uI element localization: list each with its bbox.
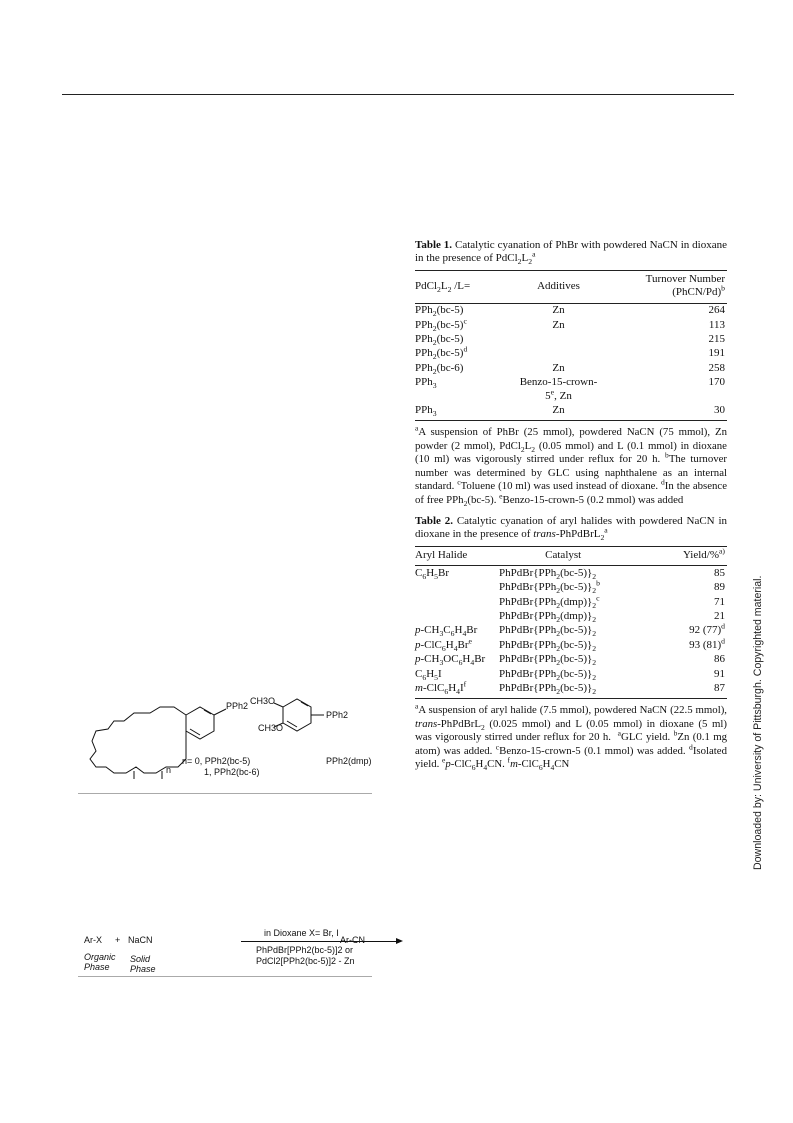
table-1-cell-turnover: 264 [708, 304, 725, 317]
table-2-cell-halide: $m-ClC_6H_4I^f$ [415, 681, 493, 698]
table-row [415, 303, 727, 318]
table-2-notes: $^a$A suspension of aryl halide (7.5 mmol), powdered NaCN (22.5 mmol), trans-PhPdBrL$_2$ (0.025 mmol) and L (0.05 mmol) in dioxane (5 ml) was vigorously stirred under reflux for 20 h. $^a$GLC yield. $^b$Zn (0.1 mg atom) was added. $^c$Benzo-15-crown-5 (0.1 mmol) was added. $^d$Isolated yield. $^ep-ClC_6H_4CN$. $^fm-ClC_6H_4CN$ [415, 701, 728, 773]
ligand-structures-drawing [78, 693, 372, 793]
table-1-header-additives: Additives [515, 270, 602, 303]
table-1-cell-ligand: PPh$_3$ [415, 376, 437, 391]
scheme-phase-1b: Phase [84, 962, 110, 972]
table-1-cell-ligand: PPh$_3$ [415, 403, 515, 420]
table-2-header-yield: Yield/%$^{a)}$ [633, 546, 727, 565]
table-2-cell-halide [415, 595, 493, 609]
table-2-header-catalyst: Catalyst [493, 546, 633, 565]
ligand-right-ome-bottom: CH3O [258, 723, 284, 733]
table-row [415, 403, 727, 420]
scheme-catalyst-1: PhPdBr[PPh2(bc-5)]2 or [256, 945, 354, 955]
table-2-cell-yield: 91 [714, 667, 725, 680]
table-2-cell-halide: $p-ClC_6H_4Br^e$ [415, 636, 472, 653]
table-1-header-ligand: $PdCl_2L_2$ /L= [415, 270, 515, 303]
scheme-phase-2b: Phase [130, 964, 156, 974]
table-2-caption [415, 515, 727, 542]
ligand-left-pph2: PPh2 [226, 701, 249, 711]
table-1 [415, 239, 727, 507]
scheme-reactant-2: NaCN [128, 935, 153, 945]
table-2-cell-catalyst: $PhPdBr\{PPh_2(bc-5)\}_2$ [499, 566, 597, 581]
table-2-cell-yield: 71 [714, 595, 725, 608]
table-2-cell-catalyst: $PhPdBr\{PPh_2(bc-5)\}_2$ [499, 667, 597, 682]
table-2-cell-halide [415, 609, 493, 623]
ligand-legend-line-2: 1, PPh2(bc-6) [204, 767, 260, 777]
ligand-legend-line-1: n= 0, PPh2(bc-5) [182, 756, 251, 766]
table-1-label: Table 1. [415, 239, 453, 251]
table-row [415, 581, 727, 595]
scheme-catalyst-2: PdCl2[PPh2(bc-5)]2 - Zn [256, 956, 355, 966]
table-1-cell-turnover: 258 [708, 361, 725, 374]
scheme-phase-1a: Organic [84, 952, 116, 962]
side-watermark-text: Downloaded by: University of Pittsburgh. Copyrighted material. [752, 575, 764, 870]
table-2-cell-catalyst: $PhPdBr\{PPh_2(bc-5)\}_2$ [493, 681, 633, 698]
table-1-cell-turnover: 191 [708, 347, 725, 360]
table-2-cell-yield: 92 $(77)^d$ [689, 621, 725, 637]
scheme-arrow [241, 941, 401, 942]
table-2 [415, 515, 727, 772]
table-2-cell-halide: $C_6H_5I$ [415, 667, 442, 682]
table-2-grid [415, 546, 727, 700]
table-2-cell-halide: $C_6H_5Br$ [415, 566, 449, 581]
table-1-cell-additive [515, 347, 602, 361]
table-1-grid [415, 270, 727, 422]
table-2-cell-halide: $p-CH_3OC_6H_4Br$ [415, 653, 486, 668]
table-1-cell-turnover: 215 [708, 332, 725, 345]
table-row [415, 566, 727, 581]
table-1-caption [415, 239, 727, 266]
table-1-header-turnover: Turnover Number (PhCN/Pd)$^b$ [602, 270, 727, 303]
header-rule [62, 94, 734, 95]
table-1-cell-ligand: PPh$_2$(bc-6) [415, 361, 464, 376]
table-2-cell-yield: 86 [714, 653, 725, 666]
table-1-cell-ligand: $PPh_2(bc-5)^d$ [415, 344, 468, 362]
table-2-cell-catalyst: $PhPdBr\{PPh_2(bc-5)\}_2^b$ [499, 578, 600, 596]
table-1-cell-ligand: $PPh_2(bc-5)^c$ [415, 315, 467, 333]
table-2-cell-yield: 87 [633, 681, 727, 698]
ligand-structures-figure [78, 693, 372, 794]
table-1-cell-ligand: PPh$_2$(bc-5) [415, 304, 464, 319]
scheme-reactant-1: Ar-X [84, 935, 102, 945]
table-2-cell-catalyst: $PhPdBr\{PPh_2(bc-5)\}_2$ [499, 624, 597, 639]
table-2-cell-halide: $p-CH_3C_6H_4Br$ [415, 624, 478, 639]
ligand-right-pph2: PPh2 [326, 710, 349, 720]
table-1-cell-additive: Zn [515, 403, 602, 420]
table-2-cell-yield: 21 [714, 609, 725, 622]
ligand-right-label: PPh2(dmp) [326, 756, 372, 766]
table-2-cell-halide [415, 581, 493, 595]
table-row [415, 667, 727, 681]
table-row [415, 595, 727, 609]
table-1-cell-additive: Zn [552, 318, 565, 331]
scheme-phase-2a: Solid [130, 954, 151, 964]
table-row [415, 624, 727, 638]
scheme-plus: + [115, 935, 121, 945]
table-1-caption-text: Catalytic cyanation of PhBr with powdered NaCN in dioxane in the presence of $PdCl_2L_2^a$ [415, 239, 727, 267]
table-2-cell-yield: 89 [714, 581, 725, 594]
table-2-label: Table 2. [415, 515, 453, 527]
table-2-cell-yield: 93 $(81)^d$ [689, 636, 725, 651]
table-2-cell-catalyst: $PhPdBr\{PPh_2(dmp)\}_2^c$ [499, 592, 600, 610]
table-1-cell-additive: Zn [552, 361, 565, 374]
table-row [415, 681, 727, 698]
table-2-cell-catalyst: $PhPdBr\{PPh_2(bc-5)\}_2$ [499, 653, 597, 668]
table-row [415, 332, 727, 346]
table-2-cell-catalyst: $PhPdBr\{PPh_2(bc-5)\}_2$ [499, 638, 597, 653]
table-row [415, 653, 727, 667]
side-watermark [752, 250, 772, 870]
table-1-cell-turnover: 30 [602, 403, 727, 420]
table-1-cell-ligand: PPh$_2$(bc-5) [415, 332, 464, 348]
scheme-product: Ar-CN [340, 935, 365, 945]
table-2-header-halide: Aryl Halide [415, 546, 493, 565]
ligand-left-n: n [166, 765, 172, 775]
table-1-cell-additive: Zn [552, 304, 565, 317]
table-row [415, 361, 727, 375]
table-row [415, 347, 727, 361]
table-row [415, 318, 727, 332]
table-2-cell-yield: 85 [714, 566, 725, 579]
ligand-right-ome-top: CH3O [250, 696, 276, 706]
table-row [415, 376, 727, 404]
table-row [415, 609, 727, 623]
table-2-cell-catalyst: $PhPdBr\{PPh_2(dmp)\}_2$ [499, 609, 597, 625]
table-2-caption-text: Catalytic cyanation of aryl halides with powdered NaCN in dioxane in the presence of trans-PhPdBrL$_2^a$ [415, 515, 728, 543]
table-row [415, 638, 727, 652]
reaction-scheme [78, 928, 372, 977]
table-1-cell-additive [515, 332, 602, 346]
table-1-cell-turnover: 113 [708, 318, 725, 331]
table-1-cell-additive: Benzo-15-crown-5e, Zn [519, 376, 598, 402]
table-1-cell-turnover: 170 [708, 376, 725, 389]
table-1-notes: $^a$A suspension of PhBr (25 mmol), powdered NaCN (75 mmol), Zn powder (2 mmol), $PdCl_2L_2$ (0.05 mmol) and L (0.1 mmol) in dioxane (10 ml) was vigorously stirred under reflux for 20 h. $^b$The turnover number was determined by GLC using naphthalene as an internal standard. $^c$Toluene (10 ml) was used instead of dioxane. $^d$In the absence of free PPh$_2$(bc-5). $^e$Benzo-15-crown-5 (0.2 mmol) was added [415, 423, 727, 508]
scheme-conditions-above: in Dioxane X= Br, I [264, 928, 339, 938]
